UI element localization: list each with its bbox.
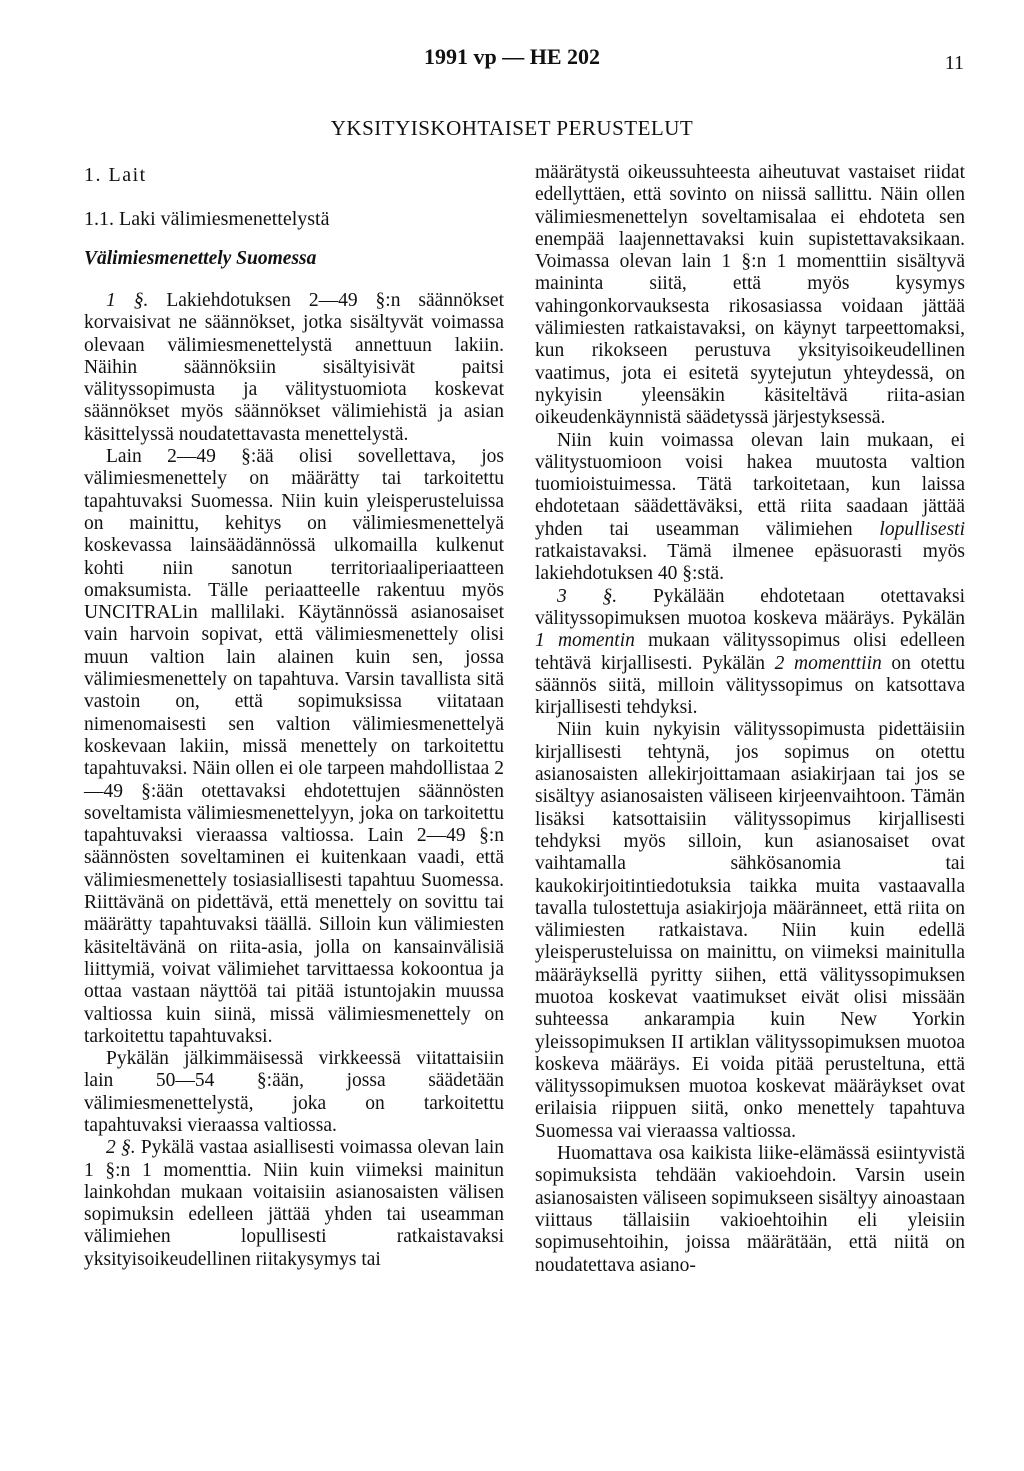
page-header [0, 44, 1024, 80]
section-marker: 2 §. [106, 1137, 136, 1159]
emphasis: lopullisesti [879, 518, 966, 540]
paragraph: Huomattava osa kaikista liike-elämässä esiintyvistä sopimuksista tehdään vakioehdoin. Varsin usein asianosaisten väliseen sopimukseen sisältyy ainoastaan viittaus tällaisiin vakioehtoihin eli yleisiin sopimusehtoihin, joissa määrätään, että niitä on noudatettava asiano- [535, 1143, 965, 1276]
paragraph: määrätystä oikeussuhteesta aiheutuvat vastaiset riidat edellyttäen, että sovinto on niissä sallittu. Näin ollen välimiesmenettelyn soveltamisalaa ei ehdoteta sen enempää laajennettavaksi kuin supistettavaksikaan. Voimassa olevan lain 1 §:n 1 momenttiin sisältyvä maininta siitä, että myös kysymys vahingonkorvauksesta rikosasiassa voidaan jättää välimiesten ratkaistavaksi, on käynyt tarpeettomaksi, kun rikokseen perustuva yksityisoikeudellinen vaatimus, jota ei esitetä syytejutun yhteydessä, on nykyisin yleensäkin käsiteltävä riita-asian oikeudenkäynnistä säädetyssä järjestyksessä. [535, 162, 965, 429]
heading-level-3: Välimiesmenettely Suomessa [84, 248, 317, 269]
left-column [84, 162, 504, 1271]
paragraph-text: ratkaistavaksi. Tämä ilmenee epäsuorasti myös lakiehdotuksen 40 §:stä. [535, 541, 965, 585]
paragraph [535, 430, 965, 586]
section-marker: 3 §. [557, 585, 618, 607]
emphasis: 2 momenttiin [774, 652, 882, 674]
paragraph: Niin kuin nykyisin välityssopimusta pidettäisiin kirjallisesti tehtynä, jos sopimus on otettu asianosaisten allekirjoittamaan asiakirjaan tai jos se sisältyy asianosaisten väliseen kirjeenvaihtoon. Tämän lisäksi katsottaisiin välityssopimus kirjallisesti tehdyksi myös silloin, kun asianosaiset ovat vaihtamalla sähkösanomia tai kaukokirjoitintiedotuksia taikka muita vastaavalla tavalla tulostettuja asiakirjoja määränneet, että riita on välimiesten ratkaistava. Niin kuin edellä yleisperusteluissa on mainittu, on viimeksi mainitulla määräyksellä pyritty siihen, että välityssopimuksen muotoa koskevat vaatimukset eivät olisi missään suhteessa ankarampia kuin New Yorkin yleissopimuksen II artiklan välityssopimuksen muotoa koskeva määräys. Ei voida pitää perusteltuna, että välityssopimuksen muotoa koskevat määräykset ovat erilaisia riippuen siitä, onko menettely tapahtuva Suomessa vai vieraassa valtiossa. [535, 719, 965, 1142]
paragraph: Lain 2—49 §:ää olisi sovellettava, jos välimiesmenettely on määrätty tai tarkoitettu tapahtuvaksi Suomessa. Niin kuin yleisperusteluissa on mainittu, kehitys on välimiesmenettelyä koskevassa lainsäädännössä ulkomailla kulkenut kohti niin sanotun territoriaaliperiaatteen omaksumista. Tälle periaatteelle rakentuu myös UNCITRALin mallilaki. Käytännössä asianosaiset vain harvoin sopivat, että välimiesmenettely olisi muun valtion lain alainen kuin sen, jossa välimiesmenettely on tapahtuva. Varsin tavallista sitä vastoin on, että sopimuksissa viitataan nimenomaisesti sen valtion välimiesmenettelyä koskevaan lakiin, missä menettely on tarkoitettu tapahtuvaksi. Näin ollen ei ole tarpeen mahdollistaa 2—49 §:ään otettavaksi ehdotettujen säännösten soveltamista välimiesmenettelyyn, joka on tarkoitettu tapahtuvaksi vieraassa valtiossa. Lain 2—49 §:n säännösten soveltaminen ei kuitenkaan vaadi, että välimiesmenettely tosiasiallisesti tapahtuu Suomessa. Riittävänä on pidettävä, että menettely on sovittu tai määrätty tapahtuvaksi täällä. Silloin kun välimiesten käsiteltävänä on riita-asia, jolla on kansainvälisiä liittymiä, voivat välimiehet tarvittaessa kokoontua ja ottaa vastaan näyttöä tai pitää istuntojakin muussa valtiossa kuin siinä, missä välimiesmenettely on tarkoitettu tapahtuvaksi. [84, 446, 504, 1047]
paragraph-text: Pykälä vastaa asiallisesti voimassa olevan lain 1 §:n 1 momenttia. Niin kuin viimeksi mainitun lainkohdan mukaan voitaisiin asianosaisten välisen sopimuksin edelleen jättää yhden tai useamman välimiehen lopullisesti ratkaistavaksi yksityisoikeudellinen riitakysymys tai [84, 1137, 505, 1270]
paragraph [535, 586, 965, 720]
right-column [535, 162, 965, 1277]
paragraph-text: mukaan välityssopimus olisi edelleen tehtävä kirjallisesti. Pykälän [535, 630, 965, 674]
paragraph-text: Lakiehdotuksen 2—49 §:n säännökset korvaisivat ne säännökset, jotka sisältyvät voimassa olevaan välimiesmenettelystä annettuun lakiin. Näihin säännöksiin sisältyisivät paitsi välityssopimusta ja välitystuomiota koskevat säännökset myös säännökset välimiehistä ja asian käsittelyssä noudatettavasta menettelystä. [84, 290, 504, 445]
emphasis: 1 momentin [535, 630, 635, 652]
page-number: 11 [944, 52, 964, 74]
section-marker: 1 §. [106, 290, 149, 311]
paragraph: Pykälän jälkimmäisessä virkkeessä viitattaisiin lain 50—54 §:ään, jossa säädetään välimiesmenettelystä, joka on tarkoitettu tapahtuvaksi vieraassa valtiossa. [84, 1048, 504, 1136]
heading-level-2: 1.1. Laki välimiesmenettelystä [84, 208, 330, 230]
paragraph-text: Pykälään ehdotetaan otettavaksi välityssopimuksen muotoa koskeva määräys. Pykälän [535, 585, 965, 629]
section-title: YKSITYISKOHTAISET PERUSTELUT [330, 116, 694, 140]
paragraph-text: Niin kuin voimassa olevan lain mukaan, ei välitystuomioon voisi hakea muutosta valtion tuomioistuimessa. Tätä tarkoitetaan, kun laissa ehdotetaan säädettäväksi, että riita saadaan jättää yhden tai useamman välimiehen [535, 429, 965, 540]
paragraph [84, 290, 504, 446]
paragraph [84, 1137, 504, 1271]
document-reference: 1991 vp — HE 202 [423, 44, 601, 69]
paragraph-text: on otettu säännös siitä, milloin välityssopimus on katsottava kirjallisesti tehdyksi. [535, 652, 965, 719]
heading-level-1: 1. Lait [84, 164, 147, 186]
